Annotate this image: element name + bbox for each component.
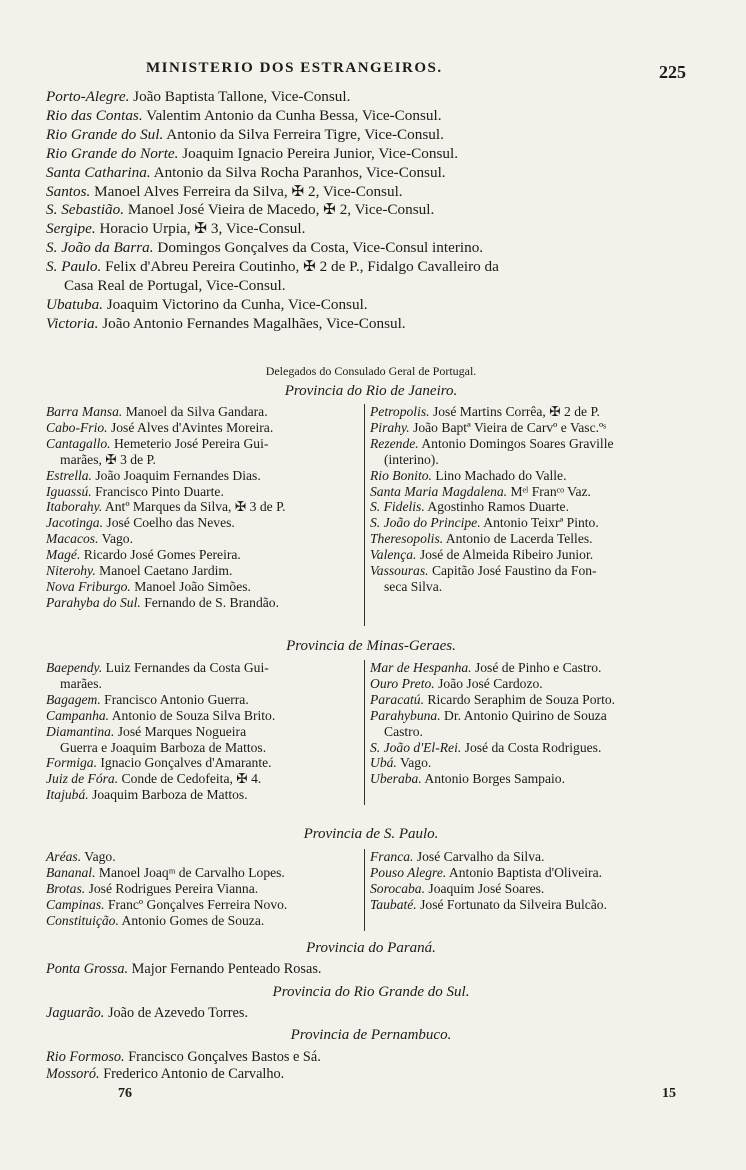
list-item: Estrella. João Joaquim Fernandes Dias. (46, 467, 261, 483)
list-item: Itaborahy. Antº Marques da Silva, ✠ 3 de P. (46, 499, 286, 515)
consul-entry (46, 164, 696, 183)
list-item: Barra Mansa. Manoel da Silva Gandara. (46, 404, 268, 419)
consul-entry (46, 88, 696, 107)
list-item: Iguassú. Francisco Pinto Duarte. (46, 483, 224, 499)
column-divider (364, 660, 365, 805)
list-item: Taubaté. José Fortunato da Silveira Bulcão. (370, 896, 608, 912)
delegados-heading: Delegados do Consulado Geral de Portugal. (265, 364, 477, 378)
list-item: Ubá. Vago. (370, 755, 432, 771)
section-heading-minas: Provincia de Minas-Geraes. (286, 638, 456, 654)
list-item-continuation: (interino). (384, 451, 439, 467)
rio-left-column (46, 404, 364, 611)
consul-entry (46, 201, 696, 220)
page-number: 225 (659, 62, 686, 82)
list-item: Nova Friburgo. Manoel João Simões. (46, 578, 251, 594)
entry-text: Manoel Alves Ferreira da Silva, ✠ 2, Vice-Consul. (94, 182, 403, 200)
entry-text: Felix d'Abreu Pereira Coutinho, ✠ 2 de P., Fidalgo Cavalleiro da (105, 258, 499, 276)
entry-place: Rio Grande do Sul. (46, 125, 164, 143)
list-item: Parahyba do Sul. Fernando de S. Brandão. (46, 594, 279, 610)
list-item: Magé. Ricardo José Gomes Pereira. (46, 547, 241, 563)
list-item: Formiga. Ignacio Gonçalves d'Amarante. (46, 755, 272, 771)
entry-place: Ubatuba. (46, 295, 103, 313)
section-heading-parana: Provincia do Paraná. (306, 940, 436, 956)
entry-place: S. João da Barra. (46, 239, 154, 257)
entry-text: Casa Real de Portugal, Vice-Consul. (64, 277, 286, 295)
list-item-continuation: Guerra e Joaquim Barboza de Mattos. (60, 739, 267, 755)
minas-table (46, 660, 694, 805)
list-item: Aréas. Vago. (46, 849, 116, 864)
list-item: Franca. José Carvalho da Silva. (370, 849, 545, 864)
entry-text: João Antonio Fernandes Magalhães, Vice-Consul. (102, 314, 406, 332)
entry-text: Joaquim Victorino da Cunha, Vice-Consul. (106, 295, 368, 313)
list-item: S. Fidelis. Agostinho Ramos Duarte. (370, 499, 569, 515)
parana-list (46, 961, 696, 978)
entry-text: Valentim Antonio da Cunha Bessa, Vice-Consul. (146, 106, 442, 124)
section-heading-riograndesul: Provincia do Rio Grande do Sul. (272, 984, 470, 1000)
minas-left-column (46, 660, 364, 803)
list-item: Itajubá. Joaquim Barboza de Mattos. (46, 787, 248, 803)
consul-list (46, 88, 696, 334)
list-item: Jaguarão. João de Azevedo Torres. (46, 1005, 249, 1021)
list-item: Petropolis. José Martins Corrêa, ✠ 2 de P. (370, 404, 600, 419)
entry-place: Victoria. (46, 314, 99, 332)
rio-table (46, 404, 694, 626)
entry-place: S. Paulo. (46, 258, 102, 276)
entry-text: Domingos Gonçalves da Costa, Vice-Consul interino. (157, 239, 484, 257)
footer-signature-mark-right: 15 (662, 1086, 676, 1101)
entry-place: Santa Catharina. (46, 163, 151, 181)
list-item: Macacos. Vago. (46, 531, 133, 547)
list-item: Baependy. Luiz Fernandes da Costa Gui- (46, 660, 269, 675)
spaulo-table (46, 849, 694, 931)
list-item: S. João d'El-Rei. José da Costa Rodrigues. (370, 739, 602, 755)
list-item: Diamantina. José Marques Nogueira (46, 723, 247, 739)
list-item: Ouro Preto. João José Cardozo. (370, 675, 543, 691)
consul-entry (46, 183, 696, 202)
entry-place: Sergipe. (46, 220, 96, 238)
list-item: Juiz de Fóra. Conde de Cedofeita, ✠ 4. (46, 771, 262, 787)
list-item: Santa Maria Magdalena. Mᵉˡ Franᶜᵒ Vaz. (370, 483, 591, 499)
column-divider (364, 404, 365, 626)
entry-text: João Baptista Tallone, Vice-Consul. (133, 88, 351, 105)
list-item: Uberaba. Antonio Borges Sampaio. (370, 771, 565, 787)
entry-text: Antonio da Silva Rocha Paranhos, Vice-Consul. (153, 163, 446, 181)
consul-entry (46, 315, 696, 334)
entry-text: Horacio Urpia, ✠ 3, Vice-Consul. (99, 220, 306, 238)
list-item: Campanha. Antonio de Souza Silva Brito. (46, 707, 276, 723)
entry-text: Joaquim Ignacio Pereira Junior, Vice-Consul. (182, 144, 458, 162)
entry-place: Rio Grande do Norte. (46, 144, 179, 162)
consul-entry (46, 107, 696, 126)
consul-entry-continuation (46, 277, 696, 296)
rio-right-column (370, 404, 700, 595)
list-item: Pirahy. João Baptª Vieira de Carvº e Vasc.ºˢ (370, 419, 607, 435)
list-item: Brotas. José Rodrigues Pereira Vianna. (46, 880, 259, 896)
entry-place: Rio das Contas. (46, 106, 143, 124)
list-item-continuation: Castro. (384, 723, 423, 739)
list-item: Vassouras. Capitão José Faustino da Fon- (370, 563, 597, 579)
list-item: Parahybuna. Dr. Antonio Quirino de Souza (370, 707, 607, 723)
consul-entry (46, 258, 696, 277)
list-item: Mar de Hespanha. José de Pinho e Castro. (370, 660, 602, 675)
consul-entry (46, 296, 696, 315)
list-item: Valença. José de Almeida Ribeiro Junior. (370, 547, 594, 563)
list-item: Bananal. Manoel Joaqᵐ de Carvalho Lopes. (46, 864, 285, 880)
section-heading-pernambuco: Provincia de Pernambuco. (290, 1027, 452, 1043)
list-item: Bagagem. Francisco Antonio Guerra. (46, 691, 249, 707)
entry-text: Antonio da Silva Ferreira Tigre, Vice-Consul. (166, 125, 444, 143)
consul-entry (46, 220, 696, 239)
entry-place: Santos. (46, 182, 91, 200)
page-header (46, 58, 686, 82)
list-item: Mossoró. Frederico Antonio de Carvalho. (46, 1066, 285, 1082)
list-item: Jacotinga. José Coelho das Neves. (46, 515, 235, 531)
footer-signature-mark-left: 76 (118, 1086, 132, 1101)
list-item: Campinas. Francº Gonçalves Ferreira Novo. (46, 896, 288, 912)
list-item: Niterohy. Manoel Caetano Jardim. (46, 563, 233, 579)
entry-place: Porto-Alegre. (46, 88, 130, 105)
section-heading-spaulo: Provincia de S. Paulo. (303, 826, 439, 842)
consul-entry (46, 239, 696, 258)
consul-entry (46, 126, 696, 145)
list-item-continuation: seca Silva. (384, 578, 443, 594)
list-item: Paracatú. Ricardo Seraphim de Souza Porto. (370, 691, 616, 707)
list-item: Cabo-Frio. José Alves d'Avintes Moreira. (46, 419, 274, 435)
column-divider (364, 849, 365, 931)
list-item: Rio Formoso. Francisco Gonçalves Bastos e Sá. (46, 1049, 321, 1065)
list-item: Sorocaba. Joaquim José Soares. (370, 880, 545, 896)
section-heading-rio: Provincia do Rio de Janeiro. (284, 383, 458, 399)
spaulo-right-column (370, 849, 700, 913)
entry-text: Manoel José Vieira de Macedo, ✠ 2, Vice-Consul. (127, 201, 435, 219)
list-item: Cantagallo. Hemeterio José Pereira Gui- (46, 435, 269, 451)
spaulo-left-column (46, 849, 364, 929)
page-title: MINISTERIO DOS ESTRANGEIROS. (146, 60, 443, 76)
list-item: Rezende. Antonio Domingos Soares Graville (370, 435, 614, 451)
riograndesul-list (46, 1005, 696, 1022)
list-item-continuation: marães. (60, 675, 102, 691)
entry-place: S. Sebastião. (46, 201, 125, 219)
list-item: Theresopolis. Antonio de Lacerda Telles. (370, 531, 593, 547)
consul-entry (46, 145, 696, 164)
list-item: Ponta Grossa. Major Fernando Penteado Rosas. (46, 961, 322, 977)
list-item: S. João do Principe. Antonio Teixrª Pinto. (370, 515, 599, 531)
list-item-continuation: marães, ✠ 3 de P. (60, 451, 156, 467)
list-item: Pouso Alegre. Antonio Baptista d'Oliveira. (370, 864, 603, 880)
list-item: Constituição. Antonio Gomes de Souza. (46, 912, 265, 928)
minas-right-column (370, 660, 700, 787)
list-item: Rio Bonito. Lino Machado do Valle. (370, 467, 567, 483)
pernambuco-list (46, 1049, 696, 1083)
